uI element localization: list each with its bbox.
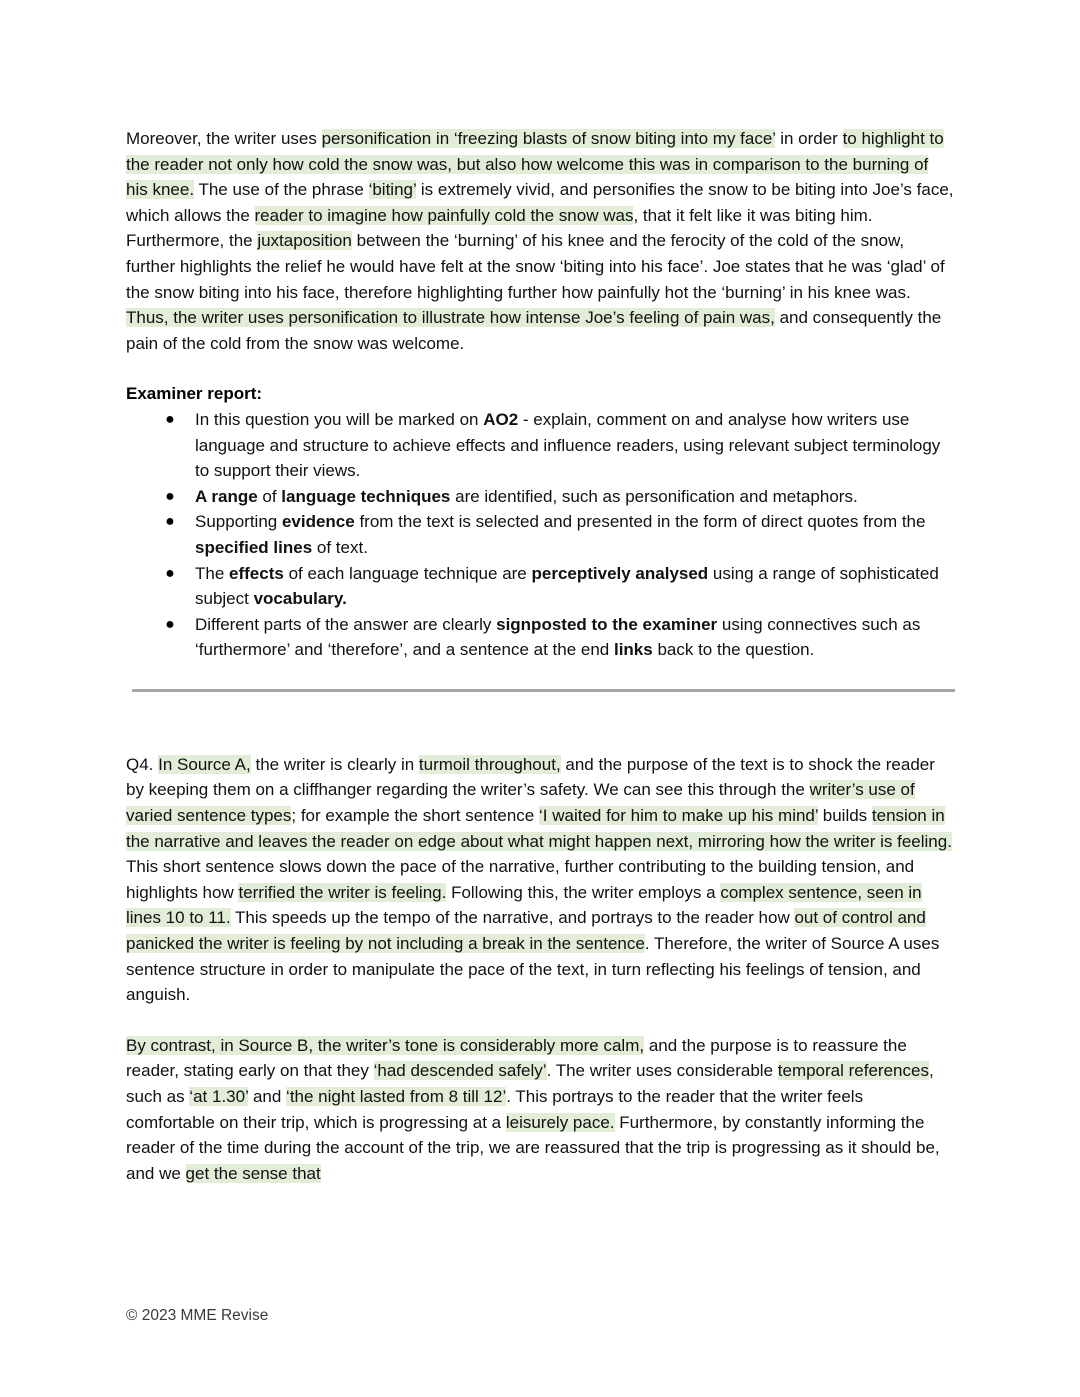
examiner-report-heading: Examiner report: bbox=[126, 384, 263, 404]
highlighted-text-run: turmoil throughout, bbox=[418, 754, 561, 774]
highlighted-text-run: ‘had descended safely’ bbox=[373, 1061, 547, 1081]
examiner-report-item-text bbox=[195, 615, 920, 660]
text-run: Moreover, the writer uses bbox=[126, 129, 322, 148]
bold-text-run: evidence bbox=[281, 512, 355, 532]
bullet-icon: ● bbox=[165, 410, 175, 428]
bold-text-run: signposted to the examiner bbox=[496, 614, 718, 634]
bullet-icon: ● bbox=[165, 487, 175, 505]
highlighted-text-run: By contrast, in Source B, the writer’s tone is considerably more calm, bbox=[126, 1035, 645, 1055]
model-answer-paragraph bbox=[126, 126, 954, 356]
highlighted-text-run: ‘I waited for him to make up his mind’ bbox=[538, 806, 819, 826]
highlighted-text-run: juxtaposition bbox=[257, 231, 352, 251]
text-run: of each language technique are bbox=[283, 563, 532, 583]
text-run: the writer is clearly in bbox=[250, 754, 419, 774]
text-run: and consequently the pain of the cold from the snow was welcome. bbox=[126, 308, 942, 353]
highlighted-text-run: out of control and panicked the writer is feeling by not including a break in the sentence bbox=[126, 908, 926, 954]
text-run: builds bbox=[818, 806, 872, 826]
text-run: of text. bbox=[312, 537, 368, 557]
text-run: and bbox=[248, 1087, 287, 1106]
bold-text-run: perceptively analysed bbox=[531, 563, 709, 583]
highlighted-text-run: ‘biting’ bbox=[368, 180, 417, 200]
text-run: The use of the phrase bbox=[194, 180, 369, 200]
bullet-icon: ● bbox=[165, 615, 175, 633]
text-run: of bbox=[257, 486, 282, 506]
bullet-icon: ● bbox=[165, 513, 175, 531]
text-run: Furthermore, by constantly informing the reader of the time during the account of the trip, we are reassured that the trip is progressing as it should be, and we bbox=[126, 1112, 940, 1183]
highlighted-text-run: leisurely pace. bbox=[505, 1112, 615, 1132]
highlighted-text-run: terrified the writer is feeling. bbox=[238, 882, 447, 902]
text-run: using a range of sophisticated subject bbox=[195, 563, 939, 609]
text-run: . This portrays to the reader that the writer feels comfortable on their trip, which is progressing at a bbox=[126, 1087, 864, 1132]
text-run: This short sentence slows down the pace of the narrative, further contributing to the building tension, and highlights how bbox=[126, 857, 915, 902]
examiner-report-item bbox=[163, 484, 954, 510]
text-run: , such as bbox=[126, 1061, 934, 1106]
bold-text-run: A range bbox=[195, 486, 258, 506]
highlighted-text-run: In Source A, bbox=[158, 754, 251, 774]
text-run: Following this, the writer employs a bbox=[446, 882, 721, 902]
examiner-report-item bbox=[163, 407, 954, 484]
highlighted-text-run: get the sense that bbox=[185, 1163, 321, 1183]
text-run: is extremely vivid, and personifies the snow to be biting into Joe’s face, which allows the bbox=[126, 180, 954, 225]
examiner-report-item bbox=[163, 561, 954, 612]
text-run: Supporting bbox=[195, 512, 282, 532]
examiner-report-item bbox=[163, 612, 954, 663]
examiner-report-section bbox=[126, 356, 954, 663]
question-four-paragraph-one bbox=[126, 752, 954, 1008]
highlighted-text-run: temporal references bbox=[777, 1061, 929, 1081]
text-run: in order bbox=[775, 129, 843, 148]
text-run: using connectives such as ‘furthermore’ and ‘therefore’, and a sentence at the end bbox=[195, 614, 921, 660]
text-run: back to the question. bbox=[652, 640, 815, 660]
text-run: . The writer uses considerable bbox=[546, 1061, 778, 1081]
text-run: and the purpose is to reassure the reader, stating early on that they bbox=[126, 1035, 907, 1081]
highlighted-text-run: to highlight to the reader not only how cold the snow was, but also how welcome this was in comparison to the burning of his knee. bbox=[126, 129, 944, 200]
bullet-icon: ● bbox=[165, 564, 175, 582]
highlighted-text-run: reader to imagine how painfully cold the snow was bbox=[254, 205, 634, 225]
document-content bbox=[126, 126, 954, 1186]
examiner-report-item-text bbox=[195, 410, 940, 480]
examiner-report-item-text bbox=[195, 487, 858, 506]
question-four-paragraph-two bbox=[126, 1008, 954, 1187]
text-run: . Therefore, the writer of Source A uses sentence structure in order to manipulate the pace of the text, in turn reflecting his feelings of tension, and anguish. bbox=[126, 934, 940, 1005]
page-footer: © 2023 MME Revise bbox=[126, 1307, 269, 1324]
highlighted-text-run: writer’s use of varied sentence types bbox=[126, 780, 915, 826]
text-run: - explain, comment on and analyse how writers use language and structure to achieve effects and influence readers, using relevant subject terminology to support their views. bbox=[195, 409, 941, 481]
text-run: from the text is selected and presented in the form of direct quotes from the bbox=[354, 512, 926, 532]
text-run: and the purpose of the text is to shock the reader by keeping them on a cliffhanger regarding the writer’s safety. We can see this through the bbox=[126, 754, 935, 800]
examiner-report-item-text bbox=[195, 564, 939, 609]
examiner-report-list bbox=[126, 407, 954, 663]
bold-text-run: AO2 bbox=[483, 409, 519, 429]
text-run: This speeds up the tempo of the narrative, and portrays to the reader how bbox=[230, 908, 795, 928]
text-run: Different parts of the answer are clearly bbox=[195, 614, 497, 634]
highlighted-text-run: complex sentence, seen in lines 10 to 11. bbox=[126, 882, 922, 928]
text-run: Q4. bbox=[126, 754, 159, 774]
text-run: In this question you will be marked on bbox=[195, 409, 484, 429]
bold-text-run: language techniques bbox=[281, 486, 451, 506]
text-run: The bbox=[195, 563, 230, 583]
highlighted-text-run: ‘the night lasted from 8 till 12’ bbox=[286, 1087, 507, 1106]
text-run: are identified, such as personification and metaphors. bbox=[450, 486, 858, 506]
text-run: between the ‘burning’ of his knee and the ferocity of the cold of the snow, further highlights the relief he would have felt at the snow ‘biting into his face’. Joe states that he was ‘glad’ of the snow biting into his face, therefore highlighting further how painfully hot the ‘burning’ in his knee was. bbox=[126, 231, 945, 302]
text-run: , that it felt like it was biting him. Furthermore, the bbox=[126, 205, 873, 251]
question-four-section bbox=[126, 692, 954, 1187]
highlighted-text-run: Thus, the writer uses personification to illustrate how intense Joe’s feeling of pain was, bbox=[126, 308, 775, 328]
bold-text-run: effects bbox=[229, 563, 284, 583]
highlighted-text-run: personification in ‘freezing blasts of snow biting into my face’ bbox=[321, 129, 776, 148]
examiner-report-item bbox=[163, 509, 954, 560]
text-run: ; for example the short sentence bbox=[291, 806, 539, 826]
bold-text-run: specified lines bbox=[195, 537, 313, 557]
bold-text-run: vocabulary. bbox=[253, 589, 347, 609]
highlighted-text-run: tension in the narrative and leaves the reader on edge about what might happen next, mirroring how the writer is feeling. bbox=[126, 806, 952, 851]
examiner-report-item-text bbox=[195, 512, 925, 557]
bold-text-run: links bbox=[613, 640, 653, 660]
highlighted-text-run: ‘at 1.30’ bbox=[189, 1087, 249, 1106]
